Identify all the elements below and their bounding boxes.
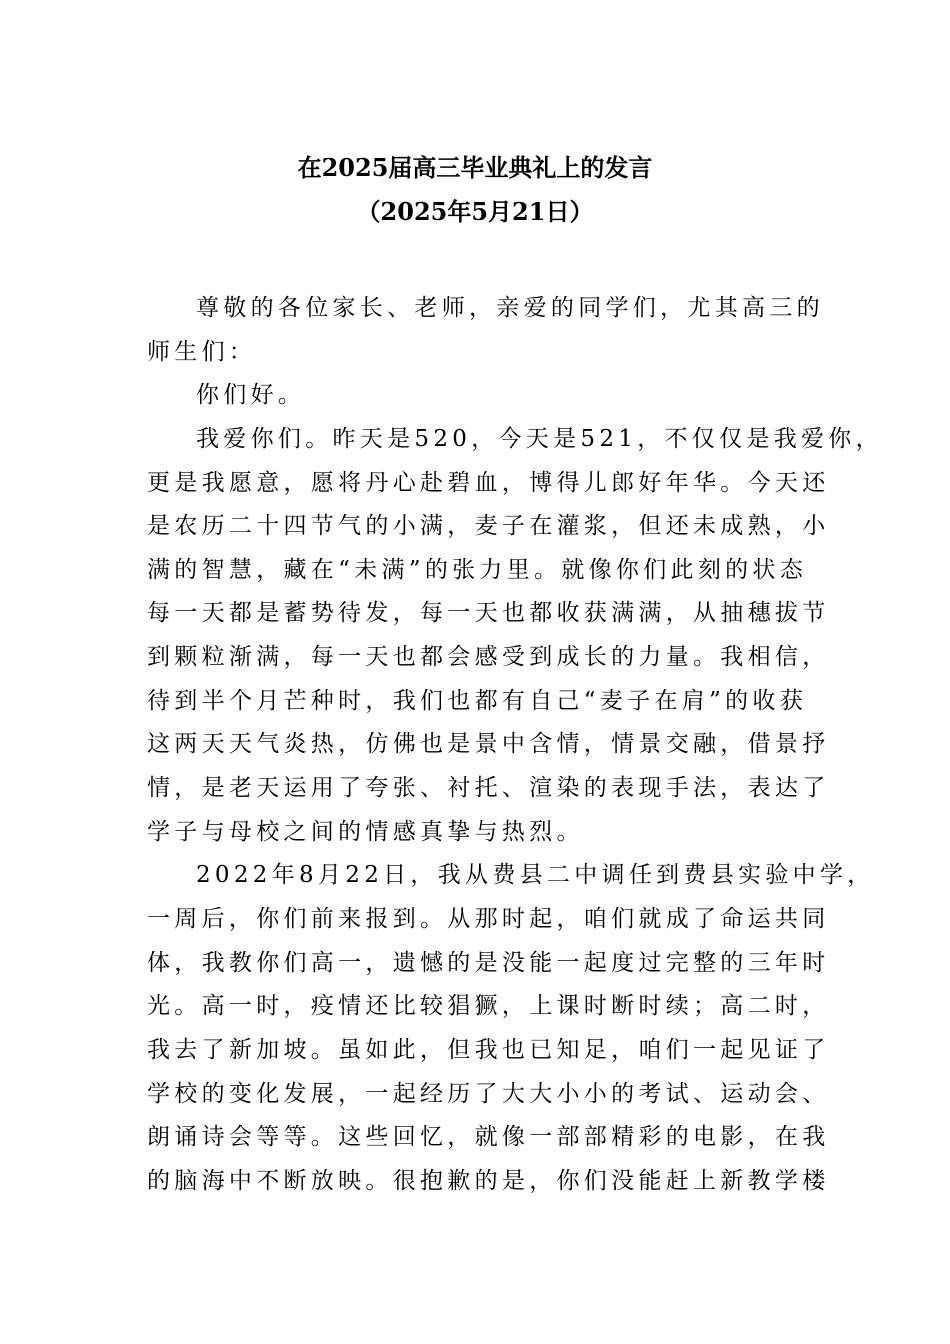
paragraph-line: 一周后，你们前来报到。从那时起，咱们就成了命运共同 bbox=[147, 905, 830, 932]
paragraph-line: 尊敬的各位家长、老师，亲爱的同学们，尤其高三的 bbox=[196, 295, 824, 321]
paragraph-line: 是农历二十四节气的小满，麦子在灌浆，但还未成熟，小 bbox=[147, 513, 830, 540]
paragraph-line: 朗诵诗会等等。这些回忆，就像一部部精彩的电影，在我 bbox=[147, 1124, 830, 1151]
paragraph-line: 到颗粒渐满，每一天也都会感受到成长的力量。我相信， bbox=[147, 644, 830, 671]
paragraph-line: 我去了新加坡。虽如此，但我也已知足，咱们一起见证了 bbox=[147, 1036, 830, 1063]
paragraph-line: 你们好。 bbox=[196, 382, 306, 409]
paragraph-line: 学子与母校之间的情感真挚与热烈。 bbox=[147, 818, 584, 845]
paragraph-line: 更是我愿意，愿将丹心赴碧血，博得儿郎好年华。今天还 bbox=[147, 469, 830, 496]
paragraph-line: 光。高一时，疫情还比较猖獗，上课时断时续；高二时， bbox=[147, 993, 830, 1020]
paragraph-line: 我爱你们。昨天是520，今天是521，不仅仅是我爱你， bbox=[196, 425, 883, 452]
paragraph-line: 这两天天气炎热，仿佛也是景中含情，情景交融，借景抒 bbox=[147, 731, 830, 758]
paragraph-line: 2022年8月22日，我从费县二中调任到费县实验中学， bbox=[196, 862, 875, 889]
paragraph-line: 师生们： bbox=[147, 338, 257, 365]
paragraph-line: 学校的变化发展，一起经历了大大小小的考试、运动会、 bbox=[147, 1080, 830, 1107]
document-title: 在2025届高三毕业典礼上的发言 bbox=[297, 153, 653, 182]
paragraph-line: 满的智慧，藏在“未满”的张力里。就像你们此刻的状态 bbox=[147, 556, 808, 583]
document-body bbox=[147, 287, 883, 1203]
paragraph-line: 体，我教你们高一，遗憾的是没能一起度过完整的三年时 bbox=[147, 949, 830, 976]
document-date: （2025年5月21日） bbox=[356, 197, 594, 226]
paragraph-line: 情，是老天运用了夸张、衬托、渲染的表现手法，表达了 bbox=[147, 775, 830, 802]
paragraph-line: 待到半个月芒种时，我们也都有自己“麦子在肩”的收获 bbox=[147, 687, 808, 714]
paragraph-line: 每一天都是蓄势待发，每一天也都收获满满，从抽穗拔节 bbox=[147, 600, 830, 627]
paragraph-line: 的脑海中不断放映。很抱歉的是，你们没能赶上新教学楼 bbox=[147, 1167, 830, 1194]
